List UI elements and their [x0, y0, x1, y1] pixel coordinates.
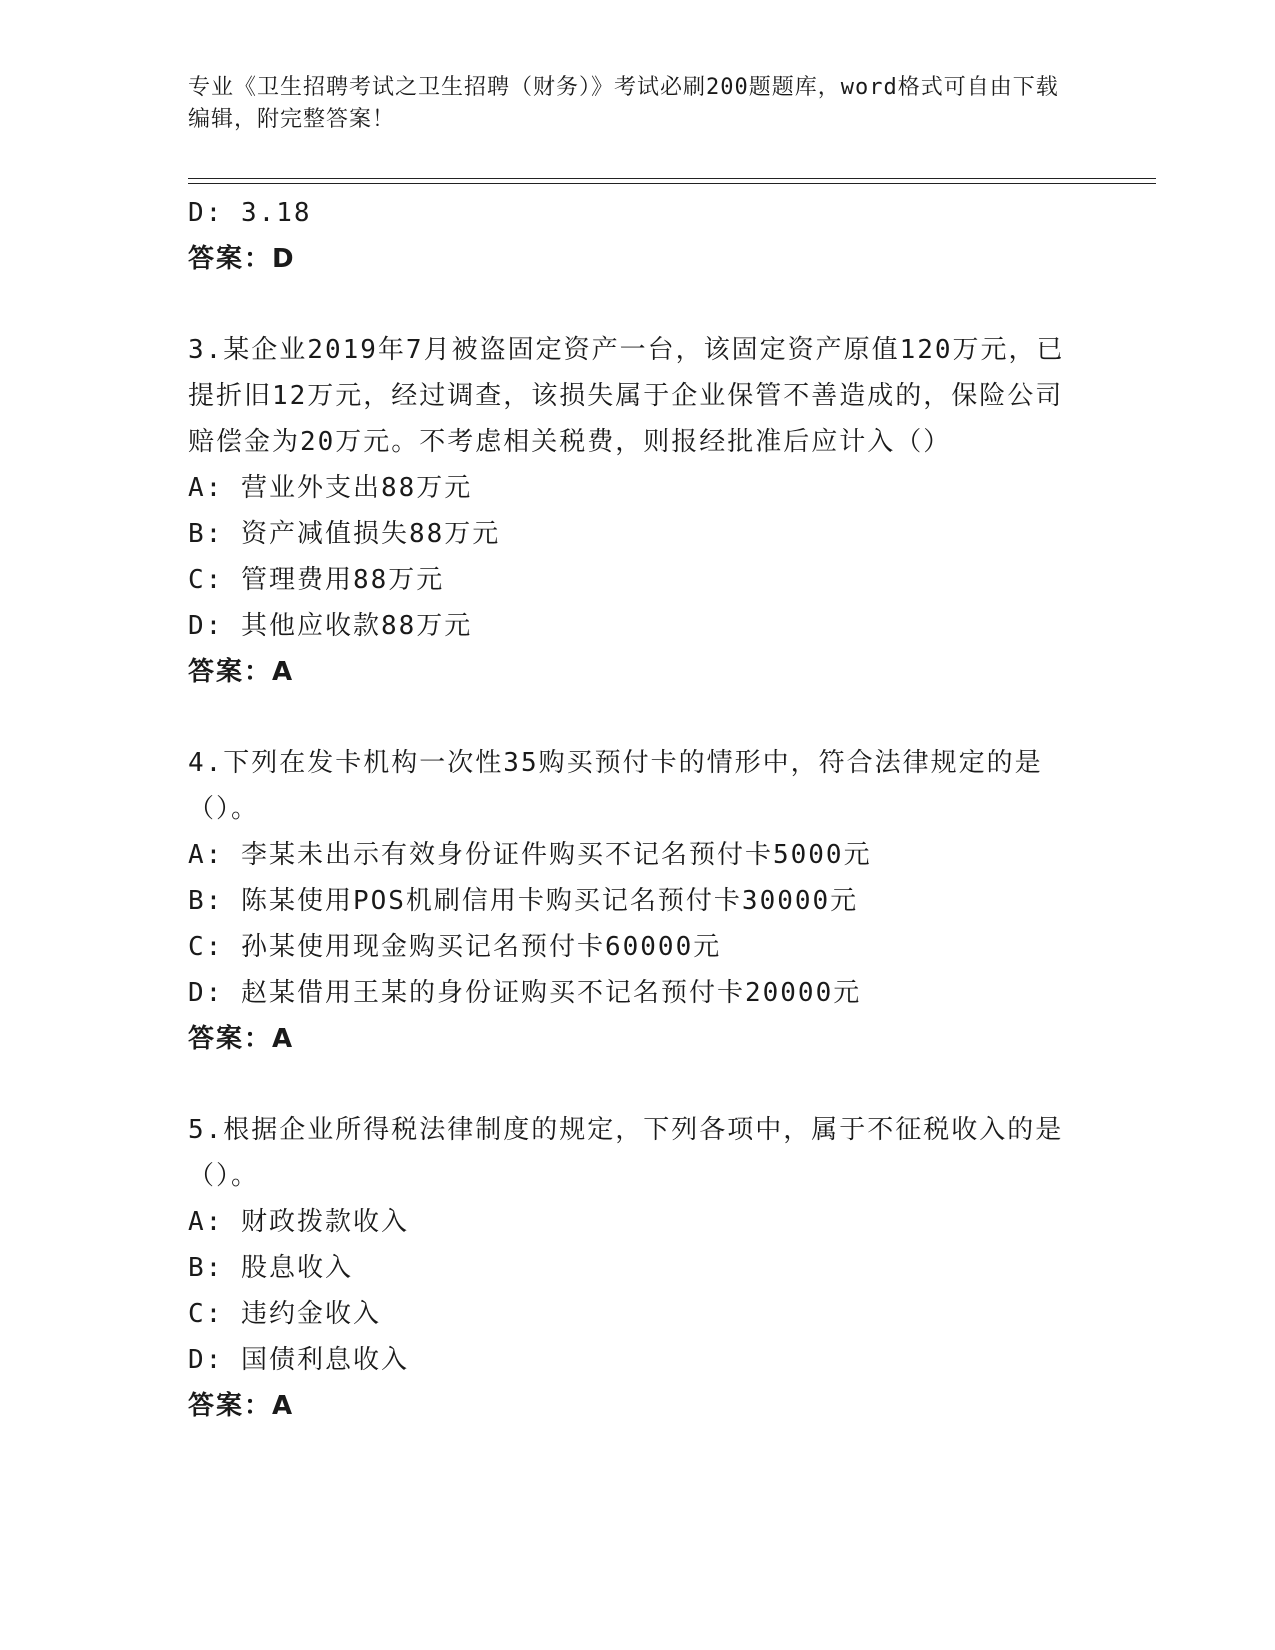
option-b: B: 陈某使用POS机刷信用卡购买记名预付卡30000元 [188, 886, 859, 916]
question-stem: 3.某企业2019年7月被盗固定资产一台，该固定资产原值120万元，已提折旧12万元，经过调查，该损失属于企业保管不善造成的，保险公司赔偿金为20万元。不考虑相关税费，则报经批准后应计入（） [188, 335, 1065, 457]
answer: 答案：A [188, 1024, 295, 1054]
spacer [188, 282, 1088, 327]
question-stem: 5.根据企业所得税法律制度的规定，下列各项中，属于不征税收入的是（）。 [188, 1115, 1064, 1191]
answer: 答案：D [188, 244, 296, 274]
option-c: C: 违约金收入 [188, 1299, 381, 1329]
spacer [188, 1062, 1088, 1107]
spacer [188, 695, 1088, 740]
answer: 答案：A [188, 657, 295, 687]
header-divider-bottom [188, 183, 1156, 184]
option-a: A: 营业外支出88万元 [188, 473, 473, 503]
option-d: D: 其他应收款88万元 [188, 611, 473, 641]
option-c: C: 管理费用88万元 [188, 565, 445, 595]
question-block-3 [188, 327, 1088, 695]
question-stem: 4.下列在发卡机构一次性35购买预付卡的情形中，符合法律规定的是（）。 [188, 748, 1043, 824]
option-b: B: 资产减值损失88万元 [188, 519, 501, 549]
header-divider-top [188, 178, 1156, 179]
option-d: D: 赵某借用王某的身份证购买不记名预付卡20000元 [188, 978, 862, 1008]
option-a: A: 李某未出示有效身份证件购买不记名预付卡5000元 [188, 840, 872, 870]
option-b: B: 股息收入 [188, 1253, 353, 1283]
option-a: A: 财政拨款收入 [188, 1207, 409, 1237]
answer: 答案：A [188, 1391, 295, 1421]
option-c: C: 孙某使用现金购买记名预付卡60000元 [188, 932, 722, 962]
option-d: D: 国债利息收入 [188, 1345, 409, 1375]
document-header: 专业《卫生招聘考试之卫生招聘（财务）》考试必刷200题题库，word格式可自由下载编辑，附完整答案！ [188, 75, 1059, 132]
question-block-5 [188, 1107, 1088, 1429]
option-d: D: 3.18 [188, 198, 312, 228]
question-content [188, 190, 1088, 1429]
question-block-4 [188, 740, 1088, 1062]
